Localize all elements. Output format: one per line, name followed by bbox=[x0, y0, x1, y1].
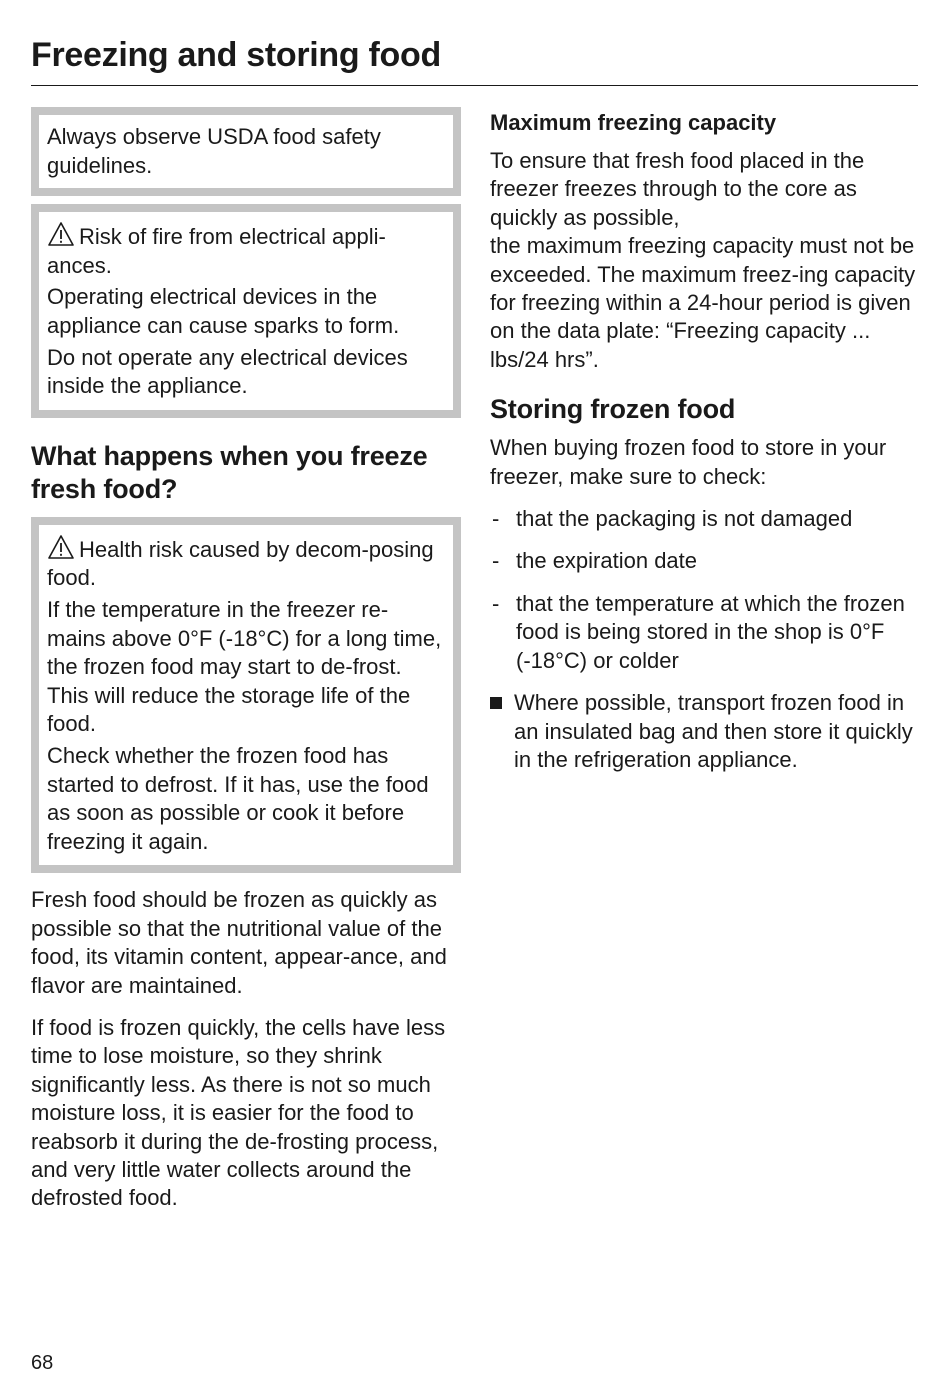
dash-marker: - bbox=[492, 548, 500, 574]
storing-intro: When buying frozen food to store in your freezer, make sure to check: bbox=[490, 435, 887, 489]
title-divider bbox=[31, 85, 918, 86]
paragraph-frozen-quickly: If food is frozen quickly, the cells have less time to lose moisture, so they shrink significantly less. As there is not so much moisture loss, it is easier for the food to reabsorb it during the de-frosting process, and very little water collects around the defrosted food. bbox=[31, 1014, 446, 1211]
health-warning-box bbox=[31, 517, 461, 874]
usda-note-text: Always observe USDA food safety guidelines. bbox=[47, 124, 381, 178]
list-item bbox=[490, 547, 920, 575]
fire-warning-line: Do not operate any electrical devices inside the appliance. bbox=[47, 344, 408, 399]
capacity-heading: Maximum freezing capacity bbox=[490, 110, 777, 135]
list-item-text: that the packaging is not damaged bbox=[516, 506, 853, 532]
usda-note-box bbox=[31, 107, 461, 196]
fire-warning-heading-text: Risk of fire from electrical appli-ances. bbox=[47, 224, 386, 278]
warning-triangle-icon bbox=[47, 534, 75, 560]
square-bullet-icon bbox=[490, 697, 502, 709]
list-item-text: that the temperature at which the frozen food is being stored in the shop is 0°F (-18°C) or colder bbox=[516, 590, 905, 673]
health-warning-line: If the temperature in the freezer re-mains above 0°F (-18°C) for a long time, the frozen food may start to de-frost. This will reduce the storage life of the food. bbox=[47, 596, 442, 737]
dash-marker: - bbox=[492, 590, 500, 616]
warning-triangle-icon bbox=[47, 221, 75, 247]
section-heading-freeze: What happens when you freeze fresh food? bbox=[31, 440, 428, 504]
action-item-text: Where possible, transport frozen food in an insulated bag and then store it quickly in the refrigeration appliance. bbox=[514, 690, 913, 772]
action-item bbox=[490, 689, 920, 774]
page-title: Freezing and storing food bbox=[31, 36, 441, 74]
fire-warning-heading bbox=[47, 221, 444, 280]
health-warning-line: Check whether the frozen food has started to defrost. If it has, use the food as soon as possible or cook it before freezing it again. bbox=[47, 742, 429, 854]
list-item bbox=[490, 505, 920, 533]
health-warning-heading-text: Health risk caused by decom-posing food. bbox=[47, 536, 434, 591]
paragraph-fresh-food: Fresh food should be frozen as quickly as possible so that the nutritional value of the food, its vitamin content, appear-ance, and flavor are maintained. bbox=[31, 887, 447, 998]
check-list bbox=[490, 505, 920, 675]
storing-heading: Storing frozen food bbox=[490, 394, 736, 425]
fire-warning-line: Operating electrical devices in the appliance can cause sparks to form. bbox=[47, 284, 400, 338]
page-number: 68 bbox=[31, 1352, 54, 1374]
list-item bbox=[490, 590, 920, 675]
capacity-text: the maximum freezing capacity must not be exceeded. The maximum freez-ing capacity for freezing within a 24-hour period is given on the data plate: “Freezing capacity ... lbs/24 hrs”. bbox=[490, 233, 916, 372]
capacity-text: To ensure that fresh food placed in the freezer freezes through to the core as quickly as possible, bbox=[490, 148, 865, 230]
left-column bbox=[31, 107, 463, 1213]
fire-warning-box bbox=[31, 204, 461, 418]
right-column bbox=[490, 109, 920, 774]
list-item-text: the expiration date bbox=[516, 548, 698, 574]
dash-marker: - bbox=[492, 506, 500, 532]
health-warning-heading bbox=[47, 534, 444, 593]
